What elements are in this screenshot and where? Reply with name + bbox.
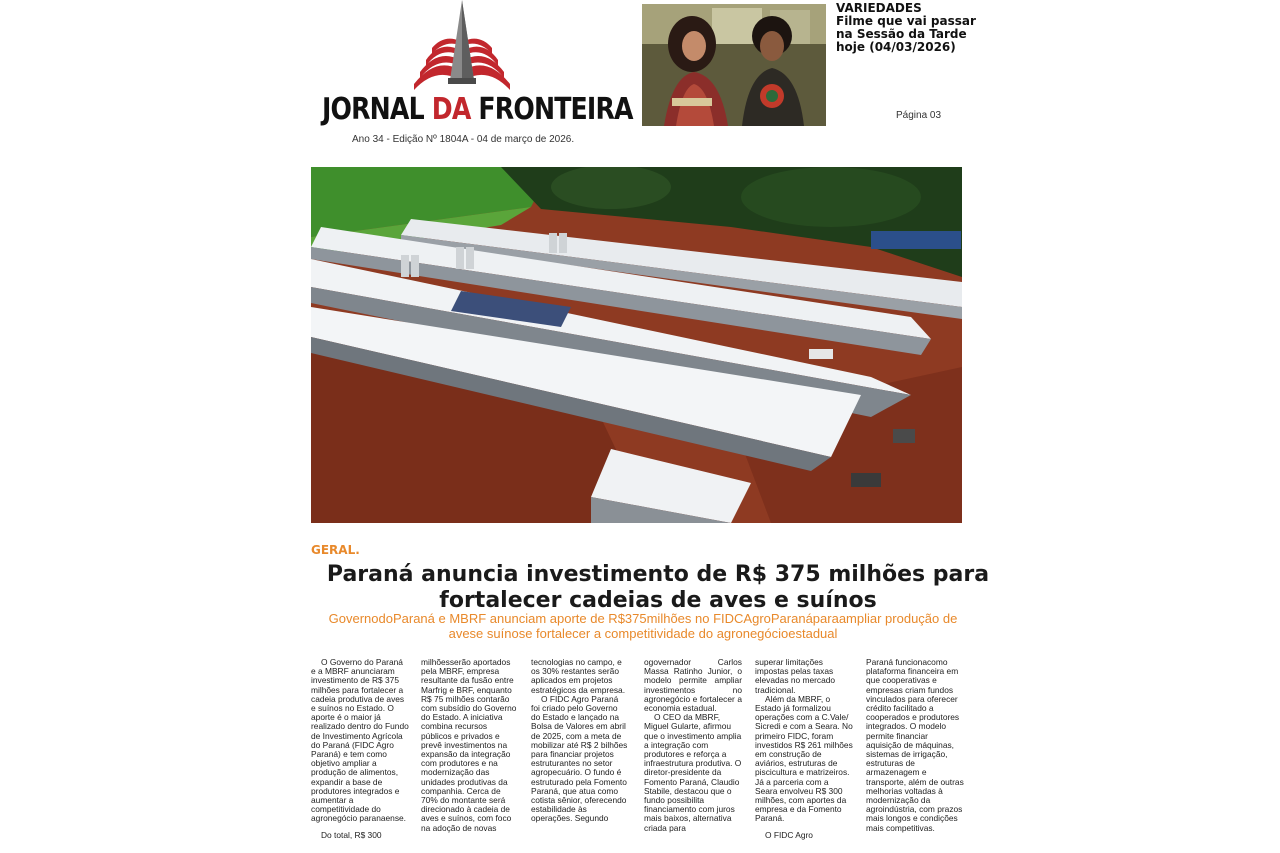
- article-paragraph: milhõesserão aportados pela MBRF, empresa resultante da fusão entre Marfrig e BRF, enquanto R$ 75 milhões contarão com subsídio do Governo do Estado. A iniciativa combina recursos públicos e privados e prevê investimentos na expansão da integração com produtores e na modernização das unidades produtivas da companhia. Cerca de 70% do montante será direcionado à cadeia de aves e suínos, com foco na adoção de novas: [421, 658, 517, 833]
- article-paragraph: superar limitações impostas pelas taxas elevadas no mercado tradicional.: [755, 658, 836, 695]
- article-paragraph: Do total, R$ 300: [321, 829, 382, 840]
- masthead: [310, 0, 633, 150]
- newspaper-name-part: FRONTEIRA: [470, 92, 633, 127]
- article-column-3: [531, 658, 629, 853]
- edition-info: Ano 34 - Edição Nº 1804A - 04 de março de 2026.: [352, 134, 575, 145]
- promo-photo[interactable]: [642, 4, 826, 126]
- newspaper-name-part: JORNAL: [322, 92, 432, 127]
- promo-kicker: VARIEDADES: [836, 1, 922, 15]
- article-column-2: [421, 658, 519, 853]
- article-paragraph: O FIDC Agro: [765, 829, 813, 840]
- promo-headline[interactable]: Filme que vai passar na Sessão da Tarde hoje (04/03/2026): [836, 14, 976, 54]
- article-paragraph: O Governo do Paraná e a MBRF anunciaram investimento de R$ 375 milhões para fortalecer a cadeia produtiva de aves e suínos no Estado. O aporte é o maior já realizado dentro do Fundo de Investimento Agrícola do Paraná (FIDC Agro Paraná) e tem como objetivo ampliar a produção de alimentos, expandir a base de produtores integrados e aumentar a competitividade do agronegócio paranaense.: [311, 658, 409, 824]
- article-column-1: [311, 658, 409, 853]
- main-photo[interactable]: [311, 167, 962, 523]
- article-headline[interactable]: Paraná anuncia investimento de R$ 375 milhões para fortalecer cadeias de aves e suínos: [326, 562, 990, 613]
- promo-text[interactable]: [836, 2, 986, 54]
- article-column-6: [866, 658, 964, 853]
- article-column-4: [644, 658, 742, 853]
- newspaper-name-part: DA: [431, 92, 471, 127]
- article-paragraph: O CEO da MBRF, Miguel Gularte, afirmou que o investimento amplia a integração com produtores e reforça a infraestrutura produtiva. O diretor-presidente da Fomento Paraná, Claudio Stabile, destacou que o fundo possibilita financiamento com juros mais baixos, alternativa criada para: [644, 712, 742, 833]
- article-subheadline: GovernodoParaná e MBRF anunciam aporte de R$375milhões no FIDCAgroParanáparaampliar produção de avese suínose fortalecer a competitividade do agronegócioestadual: [328, 611, 958, 641]
- article-paragraph: Paraná funcionacomo plataforma financeira em que cooperativas e empresas criam fundos vinculados para oferecer crédito facilitado a cooperados e produtores integrados. O modelo permite financiar aquisição de máquinas, sistemas de irrigação, estruturas de armazenagem e transporte, além de outras melhorias voltadas à modernização da agroindústria, com prazos mais longos e condições mais competitivas.: [866, 658, 964, 833]
- article-paragraph: O FIDC Agro Paraná foi criado pelo Governo do Estado e lançado na Bolsa de Valores em abril de 2025, com a meta de mobilizar até R$ 2 bilhões para financiar projetos estruturantes no setor agropecuário. O fundo é estruturado pela Fomento Paraná, que atua como cotista sênior, oferecendo estabilidade às operações. Segundo: [531, 693, 628, 824]
- newspaper-name[interactable]: [322, 92, 633, 127]
- article-paragraph: tecnologias no campo, e os 30% restantes serão aplicados em projetos estratégicos da empresa.: [531, 658, 626, 695]
- article-paragraph: Além da MBRF, o Estado já formalizou operações com a C.Vale/ Sicredi e com a Seara. No primeiro FIDC, foram investidos R$ 261 milhões em construção de aviários, estruturas de piscicultura e matrizeiros. Já a parceria com a Seara envolveu R$ 300 milhões, com aportes da empresa e da Fomento Paraná.: [755, 693, 853, 824]
- section-tag[interactable]: GERAL.: [311, 543, 360, 557]
- article-column-5: [755, 658, 853, 853]
- promo-page-reference: Página 03: [896, 110, 942, 121]
- article-paragraph: ogovernador Carlos Massa Ratinho Junior, o modelo permite ampliar investimentos no agronegócio e fortalecer a economia estadual.: [644, 658, 742, 714]
- newspaper-logo-icon[interactable]: [410, 0, 514, 90]
